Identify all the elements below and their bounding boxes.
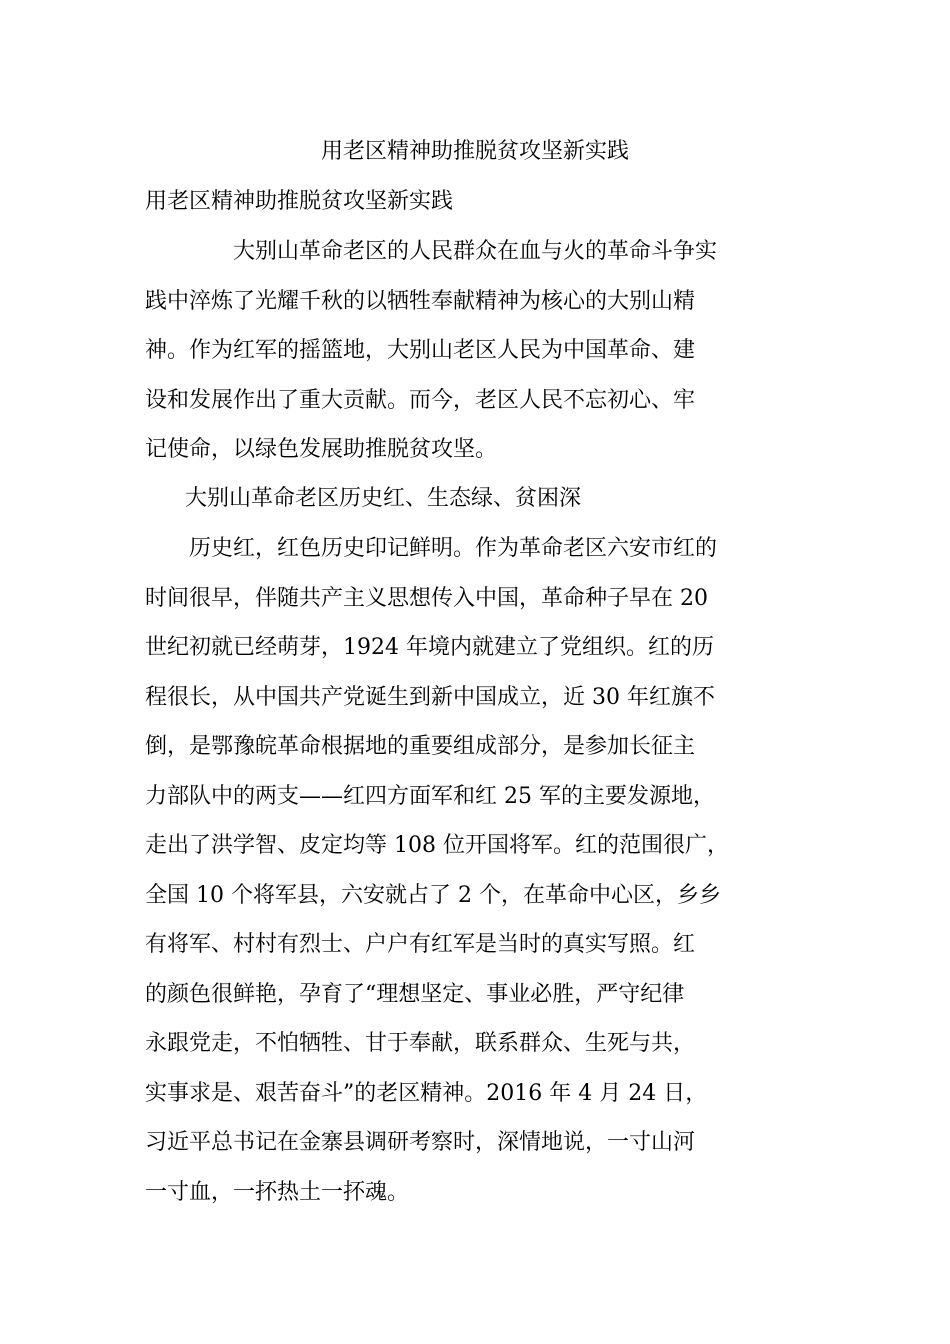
paragraph-line: 设和发展作出了重大贡献。而今，老区人民不忘初心、牢: [145, 387, 696, 413]
paragraph-line: 神。作为红军的摇篮地，大别山老区人民为中国革命、建: [145, 338, 696, 363]
paragraph-line: 程很长，从中国共产党诞生到新中国成立，近 30 年红旗不: [145, 684, 715, 710]
paragraph-line: 世纪初就已经萌芽，1924 年境内就建立了党组织。红的历: [145, 635, 714, 660]
paragraph-line: 实事求是、艰苦奋斗”的老区精神。2016 年 4 月 24 日，: [145, 1080, 708, 1106]
paragraph-line: 力部队中的两支——红四方面军和红 25 军的主要发源地，: [145, 783, 715, 809]
paragraph-line: 记使命，以绿色发展助推脱贫攻坚。: [145, 437, 498, 462]
paragraph-line: 一寸血，一抔热土一抔魂。: [145, 1179, 410, 1205]
paragraph-line: 的颜色很鲜艳，孕育了“理想坚定、事业必胜，严守纪律: [145, 981, 685, 1007]
paragraph-line: 践中淬炼了光耀千秋的以牺牲奉献精神为核心的大别山精: [145, 288, 696, 314]
paragraph-line: 永跟党走，不怕牺牲、甘于奉献，联系群众、生死与共，: [145, 1031, 696, 1056]
section-heading: 大别山革命老区历史红、生态绿、贫困深: [185, 486, 582, 511]
document-title: 用老区精神助推脱贫攻坚新实践: [320, 139, 629, 164]
paragraph-line: 习近平总书记在金寨县调研考察时，深情地说，一寸山河: [145, 1130, 696, 1155]
paragraph-line: 全国 10 个将军县，六安就占了 2 个，在革命中心区，乡乡: [145, 882, 721, 908]
paragraph-line: 走出了洪学智、皮定均等 108 位开国将军。红的范围很广，: [145, 833, 729, 858]
paragraph-line: 有将军、村村有烈士、户户有红军是当时的真实写照。红: [145, 932, 696, 957]
paragraph-line: 倒，是鄂豫皖革命根据地的重要组成部分，是参加长征主: [145, 734, 696, 759]
paragraph-line: 大别山革命老区的人民群众在血与火的革命斗争实: [233, 239, 718, 264]
paragraph-intro: [145, 227, 835, 475]
paragraph-line: 时间很早，伴随共产主义思想传入中国，革命种子早在 20: [145, 585, 708, 611]
paragraph-line: 历史红，红色历史印记鲜明。作为革命老区六安市红的: [189, 536, 718, 561]
paragraph-history-red: [145, 524, 835, 1217]
document-subtitle: 用老区精神助推脱贫攻坚新实践: [145, 189, 454, 214]
